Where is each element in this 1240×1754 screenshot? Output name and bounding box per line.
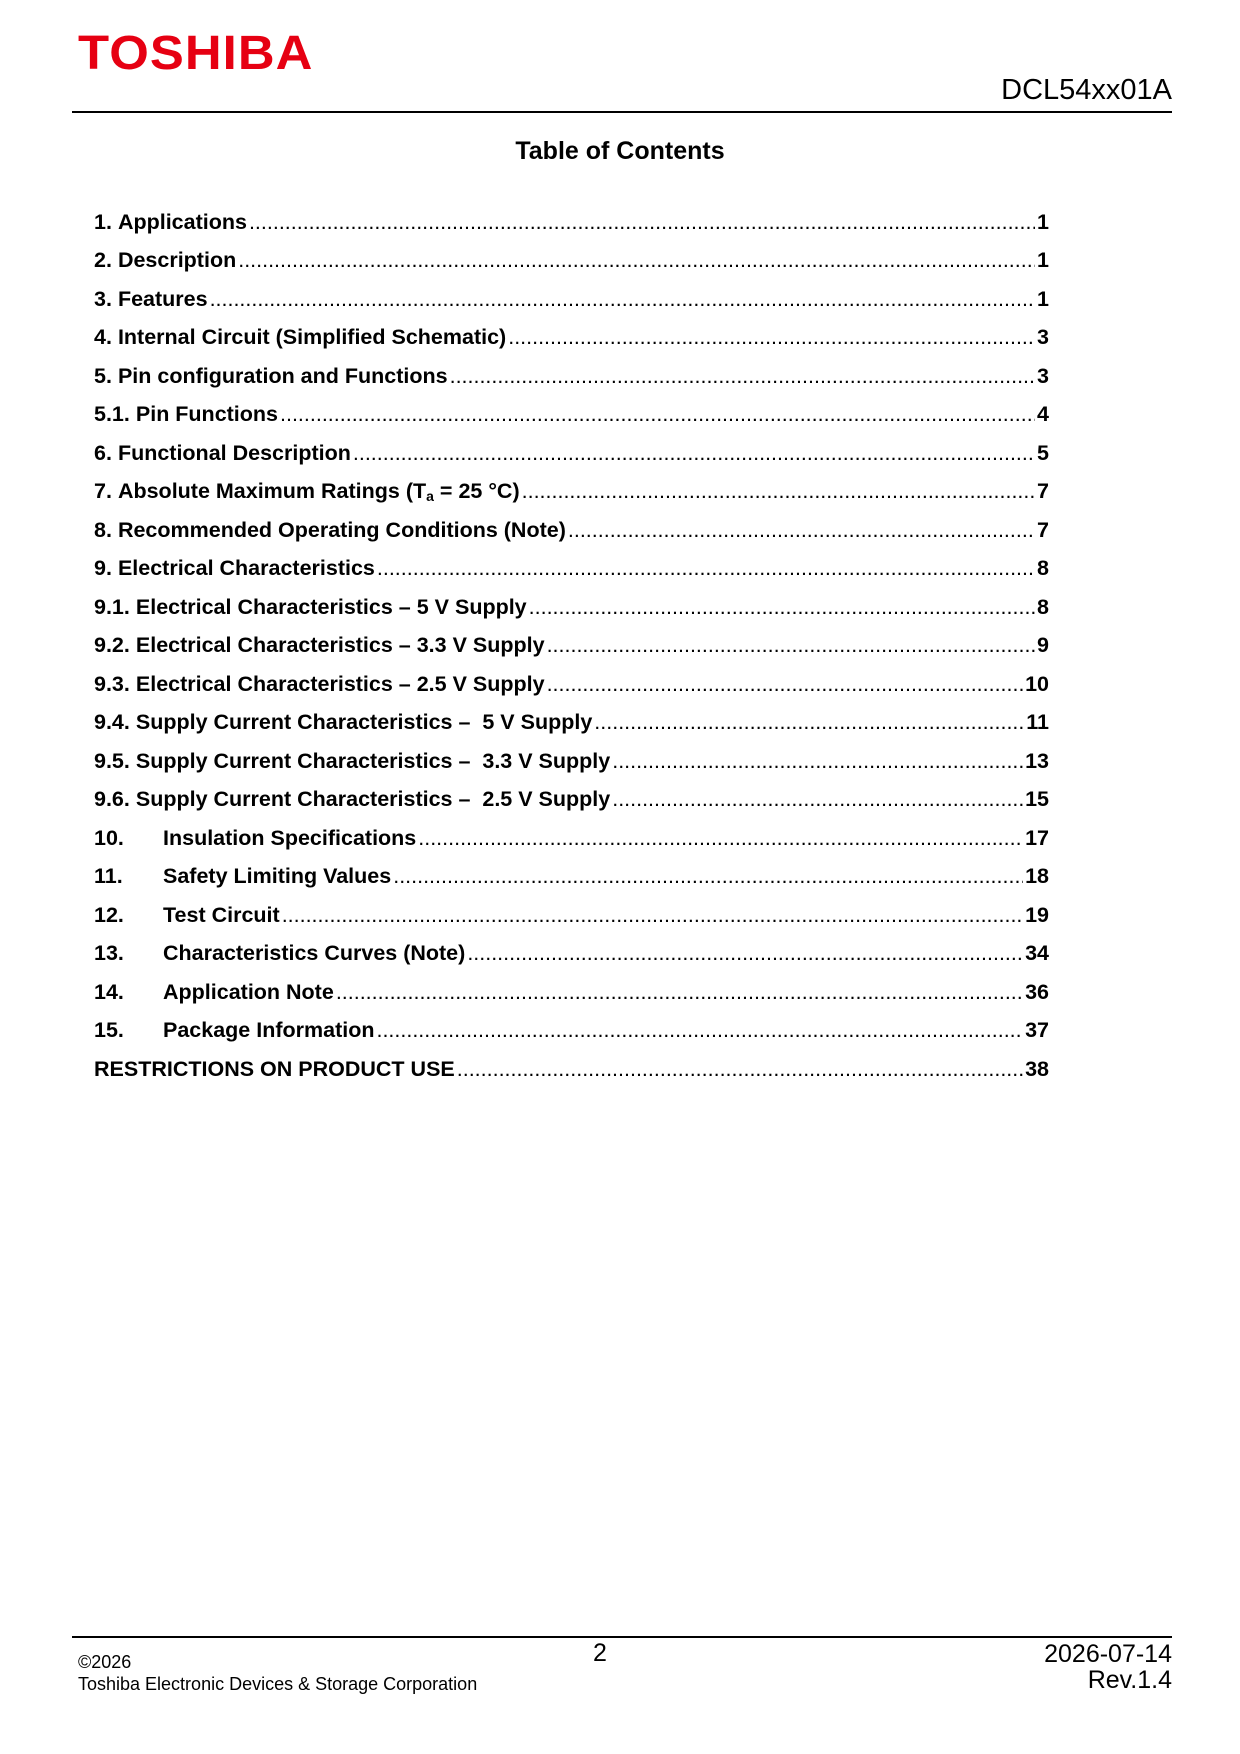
toc-entry-number: 4. <box>94 325 112 349</box>
toc-entry-application-note[interactable] <box>94 966 1049 1005</box>
toc-entry-electrical-3v3[interactable] <box>94 620 1049 659</box>
toc-dot-leader <box>568 518 1035 543</box>
toc-entry-title: Recommended Operating Conditions (Note) <box>117 517 566 542</box>
toc-entry-page: 1 <box>1037 248 1049 272</box>
footer-divider <box>72 1636 1172 1638</box>
toc-entry-supply-current-2v5[interactable] <box>94 774 1049 813</box>
toc-dot-leader <box>336 980 1023 1005</box>
toc-entry-number: 9.2. <box>94 633 130 657</box>
toc-entry-applications[interactable] <box>94 196 1049 235</box>
toc-entry-number: 5.1. <box>94 402 130 426</box>
toc-entry-number: 9.5. <box>94 748 130 773</box>
toc-entry-characteristics-curves[interactable] <box>94 928 1049 967</box>
toc-entry-page: 8 <box>1037 594 1049 619</box>
toc-entry-title: Internal Circuit (Simplified Schematic) <box>117 325 507 349</box>
toc-entry-page: 1 <box>1037 209 1049 234</box>
toc-dot-leader <box>594 710 1024 735</box>
toc-dot-leader <box>612 749 1023 774</box>
header-divider <box>72 111 1172 113</box>
toc-entry-number: 12. <box>94 902 124 927</box>
toc-entry-title: Electrical Characteristics – 3.3 V Supply <box>135 633 545 657</box>
toc-entry-page: 8 <box>1037 556 1049 580</box>
toc-entry-supply-current-3v3[interactable] <box>94 735 1049 774</box>
toc-entry-pin-functions[interactable] <box>94 389 1049 428</box>
toc-entry-title-part: = 25 °C) <box>433 479 520 503</box>
toc-entry-number: 11. <box>94 864 123 888</box>
toc-entry-page: 3 <box>1037 363 1049 388</box>
toc-entry-page: 38 <box>1025 1056 1049 1081</box>
toc-entry-page: 9 <box>1037 633 1049 657</box>
toc-dot-leader <box>376 1018 1023 1043</box>
toc-dot-leader <box>249 210 1035 235</box>
copyright-year: ©2026 <box>78 1652 132 1672</box>
toc-entry-number: 9.1. <box>94 594 130 619</box>
toc-entry-number: 13. <box>94 941 124 965</box>
footer-date-block <box>1044 1641 1172 1694</box>
table-of-contents <box>94 196 1049 1082</box>
toshiba-logo: TOSHIBA <box>78 27 314 80</box>
toc-entry-page: 17 <box>1025 825 1049 850</box>
toc-dot-leader <box>612 787 1023 812</box>
toc-entry-title: Description <box>117 248 237 272</box>
toc-entry-electrical-2v5[interactable] <box>94 658 1049 697</box>
toc-entry-title: Supply Current Characteristics – 2.5 V Supply <box>135 787 611 811</box>
toc-dot-leader <box>280 402 1035 427</box>
toc-entry-number: 1. <box>94 209 112 234</box>
toc-dot-leader <box>522 479 1035 504</box>
toc-entry-page: 11 <box>1026 710 1049 734</box>
toc-entry-number: 9.6. <box>94 787 130 811</box>
toc-entry-number: 14. <box>94 979 124 1004</box>
toc-entry-title: Electrical Characteristics – 5 V Supply <box>135 594 527 619</box>
toc-entry-page: 18 <box>1025 864 1049 888</box>
toc-entry-electrical-characteristics[interactable] <box>94 543 1049 582</box>
toc-dot-leader <box>508 325 1035 350</box>
toc-entry-functional-description[interactable] <box>94 427 1049 466</box>
toc-dot-leader <box>282 903 1023 928</box>
toc-entry-page: 37 <box>1025 1018 1049 1042</box>
toc-entry-description[interactable] <box>94 235 1049 274</box>
toc-entry-page: 7 <box>1037 517 1049 542</box>
toc-entry-number: 9.3. <box>94 671 130 696</box>
toc-entry-page: 13 <box>1025 748 1049 773</box>
toc-dot-leader <box>547 672 1024 697</box>
toc-entry-page: 4 <box>1037 402 1049 426</box>
toc-dot-leader <box>418 826 1023 851</box>
toc-entry-title: Applications <box>117 209 247 234</box>
toc-entry-title: Test Circuit <box>163 902 280 927</box>
toc-dot-leader <box>377 556 1035 581</box>
toc-entry-package-information[interactable] <box>94 1005 1049 1044</box>
toc-dot-leader <box>353 441 1035 466</box>
toc-entry-title: Pin configuration and Functions <box>117 363 448 388</box>
toc-dot-leader <box>450 364 1035 389</box>
toc-entry-title: Application Note <box>163 979 334 1004</box>
company-name: Toshiba Electronic Devices & Storage Corporation <box>78 1673 478 1694</box>
toc-entry-page: 3 <box>1037 325 1049 349</box>
toc-entry-electrical-5v[interactable] <box>94 581 1049 620</box>
toc-entry-internal-circuit[interactable] <box>94 312 1049 351</box>
toc-entry-title: Electrical Characteristics – 2.5 V Supply <box>135 671 545 696</box>
toc-entry-page: 10 <box>1025 671 1049 696</box>
toc-entry-number: 2. <box>94 248 112 272</box>
page-number: 2 <box>593 1639 607 1667</box>
toc-entry-recommended-operating-conditions[interactable] <box>94 504 1049 543</box>
toc-entry-title-part: Absolute Maximum Ratings (T <box>117 479 427 503</box>
toc-entry-title <box>118 479 520 504</box>
toc-entry-page: 34 <box>1025 941 1049 965</box>
toc-entry-number: 10. <box>94 825 124 850</box>
toc-dot-leader <box>238 248 1035 273</box>
toc-entry-pin-configuration[interactable] <box>94 350 1049 389</box>
toc-entry-title: Functional Description <box>117 440 351 465</box>
toc-entry-title: Insulation Specifications <box>163 825 417 850</box>
toc-entry-page: 7 <box>1037 479 1049 503</box>
toc-dot-leader <box>457 1057 1023 1082</box>
document-number: DCL54xx01A <box>1001 74 1172 106</box>
toc-entry-restrictions[interactable] <box>94 1043 1049 1082</box>
toc-dot-leader <box>467 941 1023 966</box>
toc-entry-title: Characteristics Curves (Note) <box>163 941 466 965</box>
toc-entry-page: 36 <box>1025 979 1049 1004</box>
toc-entry-title: Features <box>117 286 208 311</box>
toc-entry-number: 9.4. <box>94 710 130 734</box>
toc-entry-number: 8. <box>94 517 112 542</box>
toc-dot-leader <box>393 864 1023 889</box>
toc-entry-page: 5 <box>1037 440 1049 465</box>
toc-entry-number: 5. <box>94 363 112 388</box>
toc-entry-page: 15 <box>1025 787 1049 811</box>
toc-dot-leader <box>529 595 1035 620</box>
toc-entry-number: 15. <box>94 1018 124 1042</box>
toc-entry-number: 7. <box>94 479 112 503</box>
revision: Rev.1.4 <box>1087 1666 1172 1695</box>
toc-entry-title: Pin Functions <box>135 402 279 426</box>
release-date: 2026-07-14 <box>1044 1640 1172 1668</box>
toc-title: Table of Contents <box>515 137 725 165</box>
toc-entry-number: 3. <box>94 286 112 311</box>
toc-entry-page: 19 <box>1025 902 1049 927</box>
toc-entry-number: 9. <box>94 556 112 580</box>
toc-dot-leader <box>547 633 1035 658</box>
toc-entry-title: Supply Current Characteristics – 5 V Supply <box>135 710 593 734</box>
toc-entry-page: 1 <box>1037 286 1049 311</box>
subscript-a: a <box>426 488 434 504</box>
toc-entry-insulation-specifications[interactable] <box>94 812 1049 851</box>
toc-entry-title: Electrical Characteristics <box>117 556 375 580</box>
toc-entry-safety-limiting-values[interactable] <box>94 851 1049 890</box>
toc-entry-supply-current-5v[interactable] <box>94 697 1049 736</box>
toc-entry-title: RESTRICTIONS ON PRODUCT USE <box>94 1056 455 1081</box>
footer-copyright-block <box>78 1652 477 1695</box>
toc-entry-test-circuit[interactable] <box>94 889 1049 928</box>
toc-entry-number: 6. <box>94 440 112 465</box>
toc-entry-absolute-maximum-ratings[interactable] <box>94 466 1049 505</box>
toc-entry-title: Package Information <box>163 1018 375 1042</box>
toc-entry-title: Safety Limiting Values <box>163 864 392 888</box>
toc-entry-title: Supply Current Characteristics – 3.3 V Supply <box>135 748 611 773</box>
toc-entry-features[interactable] <box>94 273 1049 312</box>
toc-dot-leader <box>210 287 1035 312</box>
